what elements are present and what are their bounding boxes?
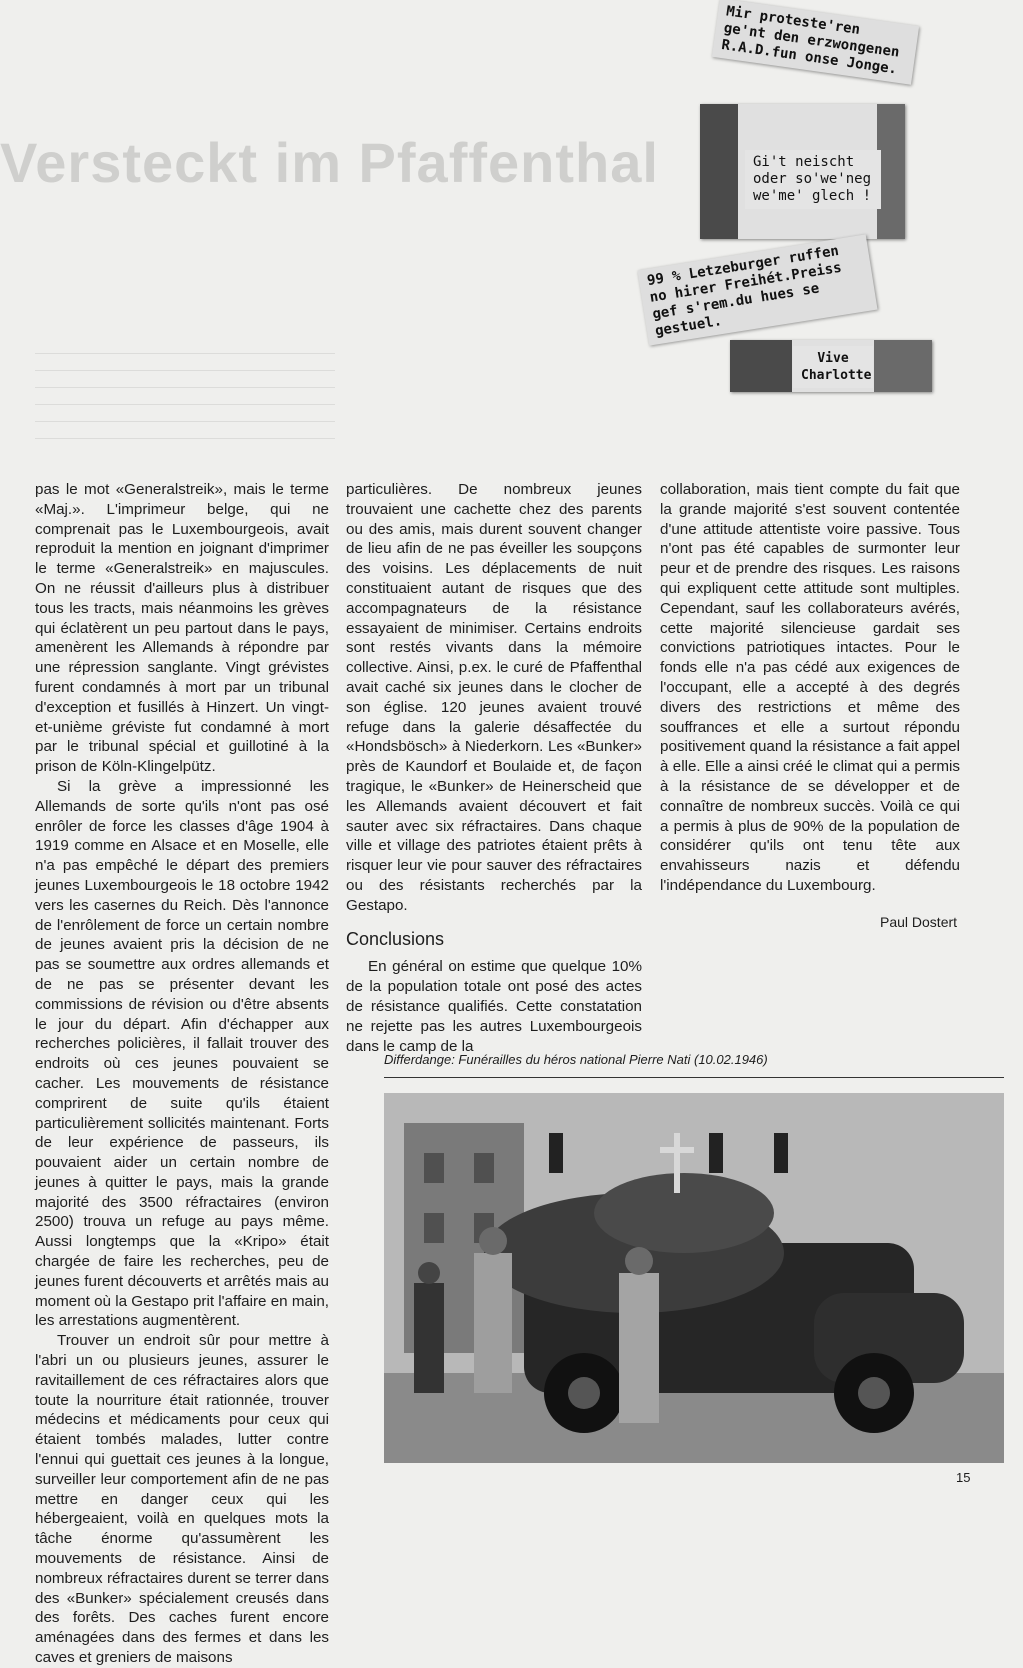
bleed-through-text: [35, 345, 335, 465]
page-number: 15: [956, 1470, 971, 1485]
freedom-label: 99 % Letzeburger ruffen no hirer Freihét.Preiss gef s'rem.du hues se gestuel.: [637, 234, 877, 345]
paragraph: En général on estime que quelque 10% de la population totale ont posé des actes de résistance qualifiés. Cette constatation ne rejette pas les autres Luxembourgeois dans le camp de la: [346, 958, 642, 1055]
paragraph: Si la grève a impressionné les Allemands de sorte qu'ils n'ont pas osé enrôler de force les classes d'âge 1904 à 1919 comme en Alsace et en Moselle, elle n'a pas empêché le départ des premiers jeunes Luxembourgeois le 18 octobre 1942 vers les casernes du Reich. Dès l'annonce de l'enrôlement de force un certain nombre de jeunes avaient pris la décision de ne pas se soumettre aux ordres allemands et de ne pas se présenter devant les commissions de révision ou d'être absents le jour du départ. Afin d'échapper aux recherches policières, il fallait trouver des endroits où ces jeunes pouvaient se cacher. Les mouvements de résistance comprirent de suite qu'ils étaient particulièrement sollicités maintenant. Forts de leur expérience de passeurs, ils pouvaient aider un certain nombre de jeunes à quitter le pays, mais la grande majorité des 3500 réfractaires (environ 2500) trouva un refuge au pays même. Aussi longtemps que la «Kripo» était chargée de faire les recherches, peu de jeunes furent découverts et arrêtés mais au moment où la Gestapo prit l'affaire en main, les arrestations augmentèrent.: [35, 777, 329, 1330]
protest-label: Mir proteste'ren ge'nt den erzwongenen R.A.D.fun onse Jonge.: [712, 0, 919, 85]
paragraph: particulières. De nombreux jeunes trouvaient une cachette chez des parents ou des amis, mais durent souvent changer de lieu afin de ne pas éveiller les soupçons des voisins. Les déplacements de nuit constituaient autant de risques que des accompagnateurs de la résistance essayaient de minimiser. Certains endroits sont restés vivants dans la mémoire collective. Ainsi, p.ex. le curé de Pfaffenthal avait caché six jeunes dans le clocher de son église. 120 jeunes avaient trouvé refuge dans la galerie désaffectée du «Hondsbösch» à Niederkorn. Les «Bunker» près de Kaundorf et Boulaide et, de façon tragique, le «Bunker» de Heinerscheid que les Allemands avaient découvert et fait sauter avec six réfractaires. Dans chaque ville et village des patriotes étaient prêts à risquer leur vie pour sauver des réfractaires ou des résistants recherchés par la Gestapo.: [346, 481, 642, 914]
funeral-photo-illustration: [384, 1093, 1004, 1463]
text-column-3: [660, 480, 960, 896]
vive-charlotte-label: Vive Charlotte: [793, 346, 873, 388]
paragraph: collaboration, mais tient compte du fait que la grande majorité s'est souvent contentée d'une attitude attentiste voire passive. Tous n'ont pas été capables de surmonter leur peur et de prendre des risques. Les raisons qui expliquent cette attitude sont multiples. Cependant, sauf les collaborateurs avérés, cette majorité silencieuse gardait ses convictions patriotiques intactes. Pour le fonds elle n'a pas cédé aux exigences de l'occupant, elle a accepté à des degrés divers des restrictions et même des souffrances et elle a surtout répondu positivement quand la résistance a fait appel à elle. Elle a ainsi créé le climat qui a permis à la résistance de se développer et de connaître de nombreux succès. Voilà ce qui a permis à plus de 90% de la population de considérer qu'ils ont tenu tête aux envahisseurs nazis et défendu l'indépendance du Luxembourg.: [660, 481, 960, 894]
author-signature: Paul Dostert: [880, 914, 958, 930]
funeral-photo: [384, 1093, 1004, 1463]
faded-title: Versteckt im Pfaffenthal: [0, 131, 659, 194]
paragraph: pas le mot «Generalstreik», mais le terme «Maj.». L'imprimeur belge, qui ne comprenait pas le Luxembourgeois, avait reproduit la mention en joignant d'imprimer le terme «Generalstreik» en majuscules. On ne réussit d'ailleurs plus à distribuer tous les tracts, mais néanmoins les grèves qui éclatèrent un peu partout dans le pays, amenèrent les Allemands à répondre par une répression sanglante. Vingt grévistes furent condamnés à mort par un tribunal d'exception et fusillés à Hinzert. Un vingt-et-unième gréviste fut condamné à mort par le tribunal spécial et guillotiné à la prison de Köln-Klingelpütz.: [35, 481, 329, 776]
text-column-2: [346, 480, 642, 1056]
photo-caption: Differdange: Funérailles du héros national Pierre Nati (10.02.1946): [384, 1052, 768, 1067]
slogan-label: Gi't neischt oder so'we'neg we'me' glech !: [745, 150, 881, 209]
caption-divider: [384, 1077, 1004, 1078]
conclusions-heading: Conclusions: [346, 928, 445, 949]
text-column-1: [35, 480, 329, 1668]
paragraph: Trouver un endroit sûr pour mettre à l'abri un ou plusieurs jeunes, assurer le ravitaillement de ces réfractaires alors que toute la nourriture était rationnée, trouver médecins et médicaments pour ceux qui étaient tombés malades, lutter contre l'ennui qui guettait ces jeunes à la longue, surveiller leur comportement afin de ne pas mettre en danger ceux qui les hébergeaient, voilà en quelques mots la tâche énorme qu'assumèrent les mouvements de résistance. Ainsi de nombreux réfractaires durent se terrer dans des «Bunker» spécialement creusés dans des forêts. Des caches furent encore aménagées dans des fermes et dans les caves et greniers de maisons: [35, 1332, 329, 1667]
